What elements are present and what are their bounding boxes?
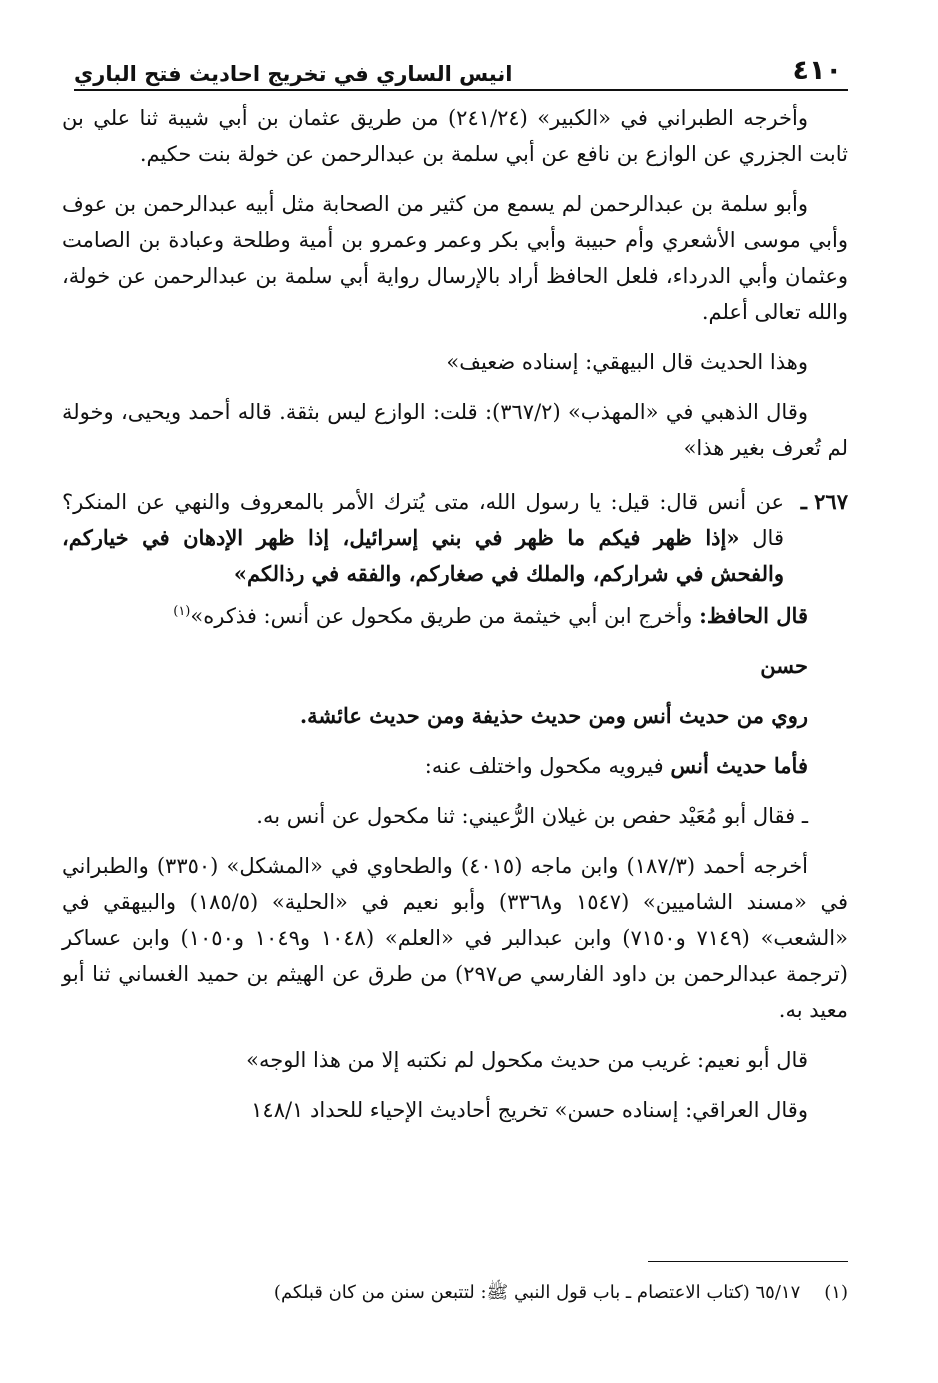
abu-nuaym-line: قال أبو نعيم: غريب من حديث مكحول لم نكتبه إلا من هذا الوجه» [246, 1048, 808, 1072]
iraqi-line: وقال العراقي: إسناده حسن» تخريج أحاديث الإحياء للحداد ١٤٨/١ [251, 1098, 808, 1122]
running-title: انيس الساري في تخريج احاديث فتح الباري [74, 62, 513, 86]
hadith-number: ٢٦٧ ـ [800, 489, 848, 514]
grade-heading: حسن [760, 653, 808, 678]
hadith-intro: عن أنس قال: قيل: يا رسول الله، متى يُترك الأمر بالمعروف والنهي عن المنكر؟ قال [62, 490, 784, 550]
hadith-block [62, 484, 848, 592]
anas-line-bold: فأما حديث أنس [670, 753, 808, 778]
footnote-text: ٦٥/١٧ (كتاب الاعتصام ـ باب قول النبي ﷺ: لتتبعن سنن من كان قبلكم) [273, 1282, 801, 1303]
paragraph-takhrij: أخرجه أحمد (١٨٧/٣) وابن ماجه (٤٠١٥) والطحاوي في «المشكل» (٣٣٥٠) والطبراني في «مسند الشاميين» (١٥٤٧ و٣٣٦٨) وأبو نعيم في «الحلية» (١٨٥/٥) والبيهقي في «الشعب» (٧١٤٩ و٧١٥٠) وابن عبدالبر في «العلم» (١٠٤٨ و١٠٤٩ و١٠٥٠) وابن عساكر (ترجمة عبدالرحمن بن داود الفارسي ص٢٩٧) من طرق عن الهيثم بن حميد الغساني ثنا أبو معيد به. [62, 854, 849, 1022]
footnote-ref: (١) [173, 604, 191, 619]
footnote-rule [648, 1261, 848, 1262]
hadith-text [62, 484, 784, 592]
paragraph-dhahabi: وقال الذهبي في «المهذب» (٣٦٧/٢): قلت: الوازع ليس بثقة. قاله أحمد ويحيى، وخولة لم تُعرف بغير هذا» [62, 400, 848, 460]
hafiz-line [62, 594, 808, 634]
paragraph-tabarani: وأخرجه الطبراني في «الكبير» (٢٤١/٢٤) من طريق عثمان بن أبي شيبة ثنا علي بن ثابت الجزري عن الوازع بن نافع عن أبي سلمة بن عبدالرحمن عن خولة بنت حكيم. [62, 106, 848, 166]
page-body [62, 100, 848, 1128]
hadith-matn: «إذا ظهر فيكم ما ظهر في بني إسرائيل، إذا ظهر الإدهان في خياركم، والفحش في شراركم، والملك في صغاركم، والفقه في رذالكم» [62, 525, 784, 586]
page-header [74, 42, 842, 86]
hafiz-label: قال الحافظ: [699, 603, 808, 628]
header-rule [74, 89, 848, 91]
page-number: ٤١٠ [792, 55, 842, 86]
footnote [62, 1280, 848, 1306]
narrated-line: روي من حديث أنس ومن حديث حذيفة ومن حديث عائشة. [299, 703, 808, 728]
hafiz-text: وأخرج ابن أبي خيثمة من طريق مكحول عن أنس: فذكره» [190, 604, 700, 628]
paragraph-bayhaqi: وهذا الحديث قال البيهقي: إسناده ضعيف» [446, 350, 808, 374]
anas-line [62, 748, 808, 784]
anas-line-rest: فيرويه مكحول واختلف عنه: [424, 754, 671, 778]
paragraph-abu-salama: وأبو سلمة بن عبدالرحمن لم يسمع من كثير من الصحابة مثل أبيه عبدالرحمن بن عوف وأبي موسى الأشعري وأم حبيبة وأبي بكر وعمر وعمرو بن أمية وطلحة وعبادة بن الصامت وعثمان وأبي الدرداء، فلعل الحافظ أراد بالإرسال رواية أبي سلمة بن عبدالرحمن عن خولة، والله تعالى أعلم. [62, 192, 848, 324]
footnote-number: (١) [824, 1282, 848, 1303]
abu-muayd-line: ـ فقال أبو مُعَيْد حفص بن غيلان الرُّعيني: ثنا مكحول عن أنس به. [256, 804, 808, 828]
